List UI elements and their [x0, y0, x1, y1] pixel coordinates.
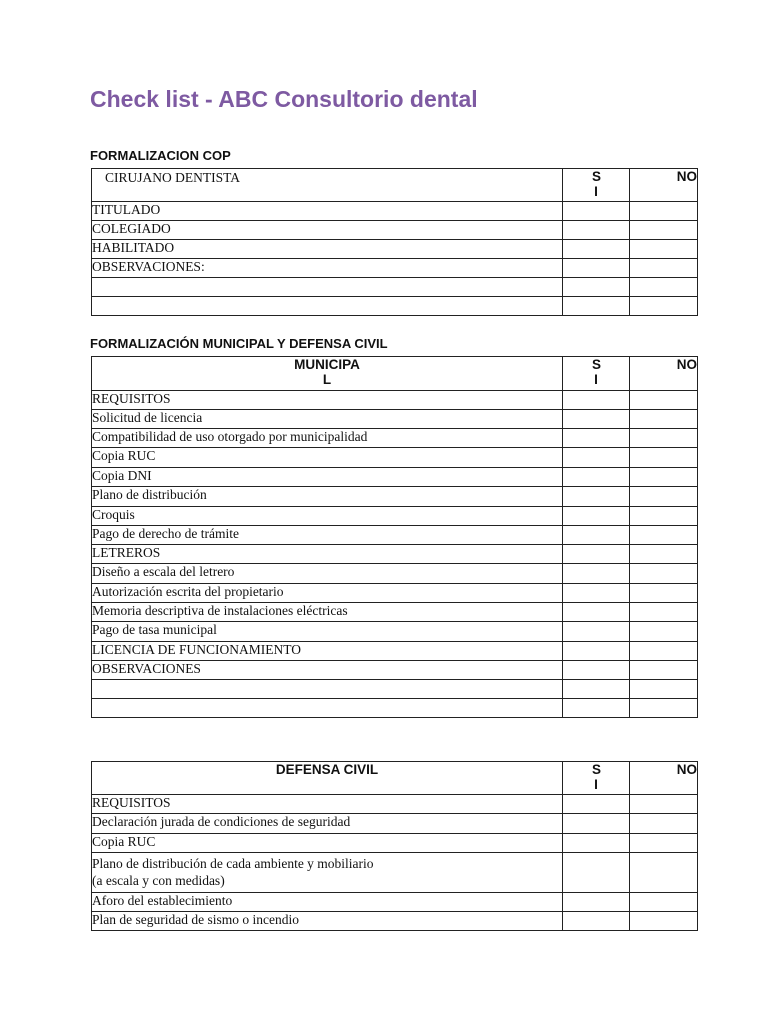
- si-checkbox-cell[interactable]: [563, 584, 630, 603]
- row-label: [92, 278, 563, 297]
- table-row: [92, 661, 698, 680]
- si-checkbox-cell[interactable]: [563, 603, 630, 622]
- si-checkbox-cell[interactable]: [563, 429, 630, 448]
- row-label: [92, 297, 563, 316]
- row-label: Autorización escrita del propietario: [92, 584, 563, 603]
- table-header-row: [92, 357, 698, 391]
- si-checkbox-cell[interactable]: [563, 259, 630, 278]
- si-checkbox-cell[interactable]: [563, 912, 630, 931]
- no-checkbox-cell[interactable]: [630, 297, 698, 316]
- table-row: [92, 642, 698, 661]
- table-row: [92, 584, 698, 603]
- si-checkbox-cell[interactable]: [563, 240, 630, 259]
- table-row: [92, 853, 698, 893]
- no-checkbox-cell[interactable]: [630, 853, 698, 893]
- table-row: [92, 202, 698, 221]
- row-label: Croquis: [92, 507, 563, 526]
- si-checkbox-cell[interactable]: [563, 507, 630, 526]
- no-checkbox-cell[interactable]: [630, 240, 698, 259]
- no-checkbox-cell[interactable]: [630, 642, 698, 661]
- no-checkbox-cell[interactable]: [630, 564, 698, 584]
- no-checkbox-cell[interactable]: [630, 448, 698, 468]
- table-row: [92, 391, 698, 410]
- row-label: LETREROS: [92, 545, 563, 564]
- table-row: [92, 680, 698, 699]
- row-label: Solicitud de licencia: [92, 410, 563, 429]
- si-checkbox-cell[interactable]: [563, 526, 630, 545]
- si-checkbox-cell[interactable]: [563, 391, 630, 410]
- table-row: [92, 468, 698, 487]
- row-label: OBSERVACIONES:: [92, 259, 563, 278]
- column-header-label: MUNICIPAL: [92, 357, 563, 391]
- table-row: [92, 526, 698, 545]
- column-header-si: SI: [563, 762, 630, 795]
- si-checkbox-cell[interactable]: [563, 834, 630, 853]
- row-label: Compatibilidad de uso otorgado por municipalidad: [92, 429, 563, 448]
- column-header-si: SI: [563, 357, 630, 391]
- no-checkbox-cell[interactable]: [630, 834, 698, 853]
- si-checkbox-cell[interactable]: [563, 893, 630, 912]
- no-checkbox-cell[interactable]: [630, 507, 698, 526]
- row-label: Declaración jurada de condiciones de seguridad: [92, 814, 563, 834]
- table-row: [92, 834, 698, 853]
- row-label: Pago de tasa municipal: [92, 622, 563, 642]
- table-row: [92, 893, 698, 912]
- row-label: Plano de distribución de cada ambiente y mobiliario (a escala y con medidas): [92, 853, 563, 893]
- si-checkbox-cell[interactable]: [563, 545, 630, 564]
- column-header-label: CIRUJANO DENTISTA: [92, 169, 563, 202]
- no-checkbox-cell[interactable]: [630, 622, 698, 642]
- si-checkbox-cell[interactable]: [563, 642, 630, 661]
- row-label: [92, 699, 563, 718]
- si-checkbox-cell[interactable]: [563, 410, 630, 429]
- table-row: [92, 297, 698, 316]
- row-label: LICENCIA DE FUNCIONAMIENTO: [92, 642, 563, 661]
- si-checkbox-cell[interactable]: [563, 680, 630, 699]
- si-checkbox-cell[interactable]: [563, 468, 630, 487]
- table-row: [92, 622, 698, 642]
- row-label: Plano de distribución: [92, 487, 563, 507]
- row-label: Copia DNI: [92, 468, 563, 487]
- si-checkbox-cell[interactable]: [563, 202, 630, 221]
- checklist-table-cop: [91, 168, 698, 316]
- row-label: OBSERVACIONES: [92, 661, 563, 680]
- no-checkbox-cell[interactable]: [630, 584, 698, 603]
- table-row: [92, 448, 698, 468]
- row-label: Copia RUC: [92, 448, 563, 468]
- no-checkbox-cell[interactable]: [630, 680, 698, 699]
- checklist-table-municipal: [91, 356, 698, 718]
- table-header-row: [92, 169, 698, 202]
- no-checkbox-cell[interactable]: [630, 661, 698, 680]
- column-header-no: NO: [630, 169, 698, 202]
- table-row: [92, 507, 698, 526]
- column-header-si: SI: [563, 169, 630, 202]
- column-header-no: NO: [630, 357, 698, 391]
- row-label: Plan de seguridad de sismo o incendio: [92, 912, 563, 931]
- table-row: [92, 564, 698, 584]
- table-row: [92, 278, 698, 297]
- row-label: Diseño a escala del letrero: [92, 564, 563, 584]
- row-label: Aforo del establecimiento: [92, 893, 563, 912]
- table-row: [92, 545, 698, 564]
- table-row: [92, 429, 698, 448]
- si-checkbox-cell[interactable]: [563, 661, 630, 680]
- table-row: [92, 221, 698, 240]
- column-header-no: NO: [630, 762, 698, 795]
- no-checkbox-cell[interactable]: [630, 468, 698, 487]
- no-checkbox-cell[interactable]: [630, 699, 698, 718]
- row-label: HABILITADO: [92, 240, 563, 259]
- si-checkbox-cell[interactable]: [563, 622, 630, 642]
- si-checkbox-cell[interactable]: [563, 853, 630, 893]
- table-row: [92, 603, 698, 622]
- no-checkbox-cell[interactable]: [630, 278, 698, 297]
- row-label: REQUISITOS: [92, 795, 563, 814]
- si-checkbox-cell[interactable]: [563, 814, 630, 834]
- row-label: [92, 680, 563, 699]
- table-row: [92, 912, 698, 931]
- si-checkbox-cell[interactable]: [563, 795, 630, 814]
- no-checkbox-cell[interactable]: [630, 893, 698, 912]
- no-checkbox-cell[interactable]: [630, 410, 698, 429]
- table-row: [92, 699, 698, 718]
- table-header-row: [92, 762, 698, 795]
- row-label: Memoria descriptiva de instalaciones eléctricas: [92, 603, 563, 622]
- row-label: COLEGIADO: [92, 221, 563, 240]
- table-row: [92, 487, 698, 507]
- si-checkbox-cell[interactable]: [563, 448, 630, 468]
- no-checkbox-cell[interactable]: [630, 526, 698, 545]
- document-title: Check list - ABC Consultorio dental: [90, 86, 478, 112]
- si-checkbox-cell[interactable]: [563, 297, 630, 316]
- table-row: [92, 410, 698, 429]
- si-checkbox-cell[interactable]: [563, 221, 630, 240]
- no-checkbox-cell[interactable]: [630, 259, 698, 278]
- no-checkbox-cell[interactable]: [630, 221, 698, 240]
- section-heading-municipal: FORMALIZACIÓN MUNICIPAL Y DEFENSA CIVIL: [90, 336, 388, 351]
- no-checkbox-cell[interactable]: [630, 202, 698, 221]
- no-checkbox-cell[interactable]: [630, 545, 698, 564]
- no-checkbox-cell[interactable]: [630, 603, 698, 622]
- no-checkbox-cell[interactable]: [630, 912, 698, 931]
- no-checkbox-cell[interactable]: [630, 391, 698, 410]
- table-row: [92, 240, 698, 259]
- section-heading-cop: FORMALIZACION COP: [90, 148, 231, 163]
- si-checkbox-cell[interactable]: [563, 699, 630, 718]
- row-label: REQUISITOS: [92, 391, 563, 410]
- row-label: Copia RUC: [92, 834, 563, 853]
- si-checkbox-cell[interactable]: [563, 487, 630, 507]
- checklist-table-defensa-civil: [91, 761, 698, 931]
- no-checkbox-cell[interactable]: [630, 487, 698, 507]
- table-row: [92, 259, 698, 278]
- si-checkbox-cell[interactable]: [563, 564, 630, 584]
- table-row: [92, 795, 698, 814]
- column-header-label: DEFENSA CIVIL: [92, 762, 563, 795]
- no-checkbox-cell[interactable]: [630, 795, 698, 814]
- row-label: TITULADO: [92, 202, 563, 221]
- row-label: Pago de derecho de trámite: [92, 526, 563, 545]
- si-checkbox-cell[interactable]: [563, 278, 630, 297]
- no-checkbox-cell[interactable]: [630, 814, 698, 834]
- no-checkbox-cell[interactable]: [630, 429, 698, 448]
- table-row: [92, 814, 698, 834]
